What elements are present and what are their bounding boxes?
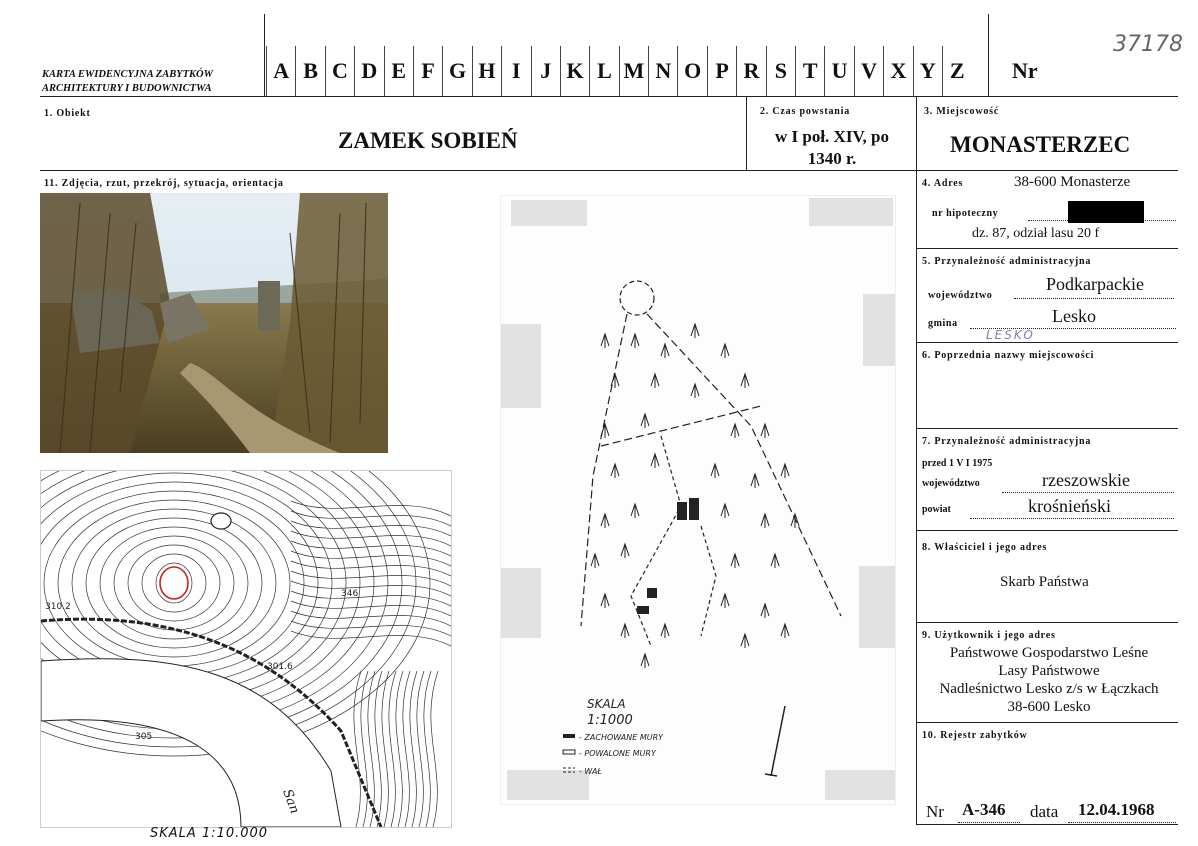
czas-value [750, 126, 914, 170]
contour-line [410, 671, 417, 827]
contour-label-3: 301.6 [267, 662, 293, 672]
wojewodztwo-1975-label: województwo [922, 478, 980, 489]
bottom-rule [916, 824, 1178, 825]
tree-symbol [711, 464, 719, 478]
rejestr-nr-value: A-346 [962, 800, 1006, 819]
gmina-value: Lesko [1052, 306, 1096, 326]
right-rule-9 [916, 622, 1178, 623]
czas-value-line2: 1340 r. [807, 149, 857, 168]
contour-line [291, 501, 451, 516]
contour-line [424, 671, 431, 827]
card-title-line2: ARCHITEKTURY I BUDOWNICTWA [42, 83, 212, 94]
wlasciciel-value: Skarb Państwa [1000, 574, 1089, 590]
tree-symbol [721, 594, 729, 608]
contour-line [291, 611, 451, 626]
tree-symbol [621, 624, 629, 638]
nr-label: Nr [1012, 58, 1038, 83]
header-divider-left [264, 14, 265, 96]
tree-symbol [771, 554, 779, 568]
contour-line [291, 621, 451, 636]
adres-value: 38-600 Monasterze [1014, 174, 1131, 190]
contour-line [291, 511, 451, 526]
miejscowosc-label: 3. Miejscowość [924, 106, 1000, 117]
letter-box-t: T [795, 46, 824, 96]
powiat-value: krośnieński [1028, 496, 1111, 516]
handwritten-number: 37178 [1113, 32, 1183, 57]
sketch-legend-walls: - ZACHOWANE MURY [579, 733, 664, 742]
tree-symbol [591, 554, 599, 568]
letter-box-u: U [824, 46, 853, 96]
tree-symbol [781, 464, 789, 478]
wojewodztwo-value: Podkarpackie [1046, 274, 1144, 294]
tree-symbol [611, 464, 619, 478]
topographic-map [40, 470, 452, 828]
letter-box-s: S [766, 46, 795, 96]
tree-symbol [751, 474, 759, 488]
tree-symbol [621, 544, 629, 558]
tree-symbol [641, 654, 649, 668]
sketch-legend-fallen-walls: - POWALONE MURY [579, 749, 656, 758]
przynaleznosc-label: 5. Przynależność administracyjna [922, 256, 1092, 267]
contour-label-1: 310.2 [45, 602, 71, 612]
tree-symbol [601, 334, 609, 348]
rejestr-nr-label: Nr [926, 802, 944, 821]
right-rule-6 [916, 342, 1178, 343]
letter-box-d: D [354, 46, 383, 96]
rejestr-nr-dots [958, 822, 1020, 823]
letter-box-m: M [619, 46, 648, 96]
contour-line [291, 581, 451, 596]
obiekt-label: 1. Obiekt [44, 108, 91, 119]
card-title-line1: KARTA EWIDENCYJNA ZABYTKÓW [42, 69, 213, 80]
right-rule-10 [916, 722, 1178, 723]
wojewodztwo-label: województwo [928, 290, 993, 301]
letter-box-b: B [295, 46, 324, 96]
adres-label: 4. Adres [922, 178, 964, 189]
letter-box-k: K [560, 46, 589, 96]
wojewodztwo-dots [1014, 298, 1174, 299]
contour-ring [156, 563, 192, 603]
top-rule [40, 96, 1178, 97]
uzytkownik-label: 9. Użytkownik i jego adres [922, 630, 1056, 641]
tree-symbol [721, 344, 729, 358]
map-scale-note: SKALA 1:10.000 [150, 826, 269, 841]
obiekt-value: ZAMEK SOBIEŃ [338, 128, 518, 153]
contour-label-4: 305 [135, 732, 153, 742]
letter-box-a: A [266, 46, 295, 96]
poprzednia-label: 6. Poprzednia nazwy miejscowości [922, 350, 1095, 361]
tree-symbol [741, 634, 749, 648]
zdjecia-label: 11. Zdjęcia, rzut, przekrój, sytuacja, orientacja [44, 178, 284, 189]
letter-box-i: I [501, 46, 530, 96]
hipoteczny-label: nr hipoteczny [932, 208, 999, 219]
tree-symbol [641, 414, 649, 428]
tree-symbol [601, 594, 609, 608]
card-title [42, 68, 213, 96]
wojewodztwo-1975-dots [1002, 492, 1174, 493]
header-divider-right [988, 14, 989, 96]
castle-sketch-plan [500, 195, 896, 805]
wojewodztwo-1975-value: rzeszowskie [1042, 470, 1130, 490]
wlasciciel-label: 8. Właściciel i jego adres [922, 542, 1048, 553]
tree-symbol [731, 424, 739, 438]
rejestr-data-dots [1068, 822, 1176, 823]
przynaleznosc-1975-label: 7. Przynależność administracyjna [922, 436, 1092, 447]
letter-box-n: N [648, 46, 677, 96]
right-rule-7 [916, 428, 1178, 429]
uzytkownik-line1: Państwowe Gospodarstwo Leśne [949, 645, 1149, 661]
gmina-label: gmina [928, 318, 958, 329]
contour-label-2: 346 [341, 589, 359, 599]
tree-symbol [691, 324, 699, 338]
river-label: San [279, 787, 302, 816]
castle-photo [40, 193, 388, 453]
letter-box-l: L [589, 46, 618, 96]
contour-line [403, 671, 410, 827]
letter-box-y: Y [913, 46, 942, 96]
letter-box-v: V [854, 46, 883, 96]
tree-symbol [691, 384, 699, 398]
castle-photo-image [40, 193, 388, 453]
dzialka-value: dz. 87, odział lasu 20 f [972, 226, 1100, 241]
tree-symbol [741, 374, 749, 388]
right-rule-5 [916, 248, 1178, 249]
row1-rule [40, 170, 1178, 171]
miejscowosc-value: MONASTERZEC [950, 132, 1131, 157]
letter-box-o: O [677, 46, 706, 96]
topographic-map-image [41, 471, 451, 827]
tree-symbol [761, 514, 769, 528]
contour-line [354, 671, 361, 827]
letter-box-f: F [413, 46, 442, 96]
sketch-legend-scale: SKALA [587, 697, 626, 711]
contour-line [291, 541, 451, 556]
tree-symbol [791, 514, 799, 528]
sketch-legend-ratio: 1:1000 [587, 713, 633, 728]
contour-line [431, 671, 438, 827]
letter-box-z: Z [942, 46, 971, 96]
rejestr-data-value: 12.04.1968 [1078, 800, 1155, 819]
contour-ring [44, 491, 304, 675]
tree-symbol [781, 624, 789, 638]
tree-symbol [731, 554, 739, 568]
przed-1975: przed 1 V I 1975 [922, 458, 993, 469]
redacted-box [1068, 201, 1144, 223]
tree-symbol [661, 344, 669, 358]
letter-index [266, 46, 971, 96]
letter-box-c: C [325, 46, 354, 96]
letter-box-j: J [531, 46, 560, 96]
contour-ring [72, 509, 276, 657]
contour-line [291, 571, 451, 586]
contour-ring [114, 536, 234, 630]
powiat-label: powiat [922, 504, 951, 515]
letter-box-x: X [883, 46, 912, 96]
tree-symbol [631, 334, 639, 348]
tree-symbol [631, 504, 639, 518]
uzytkownik-line2: Lasy Państwowe [998, 663, 1100, 679]
tree-symbol [761, 604, 769, 618]
tree-symbol [651, 374, 659, 388]
letter-box-r: R [736, 46, 765, 96]
tree-symbol [651, 454, 659, 468]
powiat-dots [970, 518, 1174, 519]
contour-line [382, 671, 389, 827]
tree-symbol [661, 624, 669, 638]
right-column-divider [916, 96, 917, 824]
uzytkownik-value [920, 644, 1178, 716]
rejestr-data-label: data [1030, 802, 1059, 821]
czas-value-line1: w I poł. XIV, po [774, 127, 889, 146]
gmina-handwritten: LESKO [986, 328, 1035, 342]
letter-box-p: P [707, 46, 736, 96]
contour-line [361, 671, 368, 827]
uzytkownik-line3: Nadleśnictwo Lesko z/s w Łączkach [939, 681, 1159, 697]
tree-symbols [591, 324, 799, 668]
obiekt-divider [746, 96, 747, 170]
tree-symbol [721, 504, 729, 518]
sketch-legend-rampart: - WAŁ [579, 767, 602, 776]
contour-line [389, 671, 396, 827]
tree-symbol [601, 424, 609, 438]
contour-line [396, 671, 403, 827]
uzytkownik-line4: 38-600 Lesko [1007, 699, 1091, 715]
rejestr-label: 10. Rejestr zabytków [922, 730, 1028, 741]
tree-symbol [601, 514, 609, 528]
tree-symbol [761, 424, 769, 438]
letter-box-e: E [384, 46, 413, 96]
letter-box-h: H [472, 46, 501, 96]
contour-line [417, 671, 424, 827]
contour-ring [58, 500, 290, 666]
contour-line [375, 671, 382, 827]
czas-label: 2. Czas powstania [760, 106, 850, 117]
letter-box-g: G [442, 46, 471, 96]
contour-ring [41, 482, 318, 684]
right-rule-8 [916, 530, 1178, 531]
castle-sketch-image [501, 196, 895, 804]
